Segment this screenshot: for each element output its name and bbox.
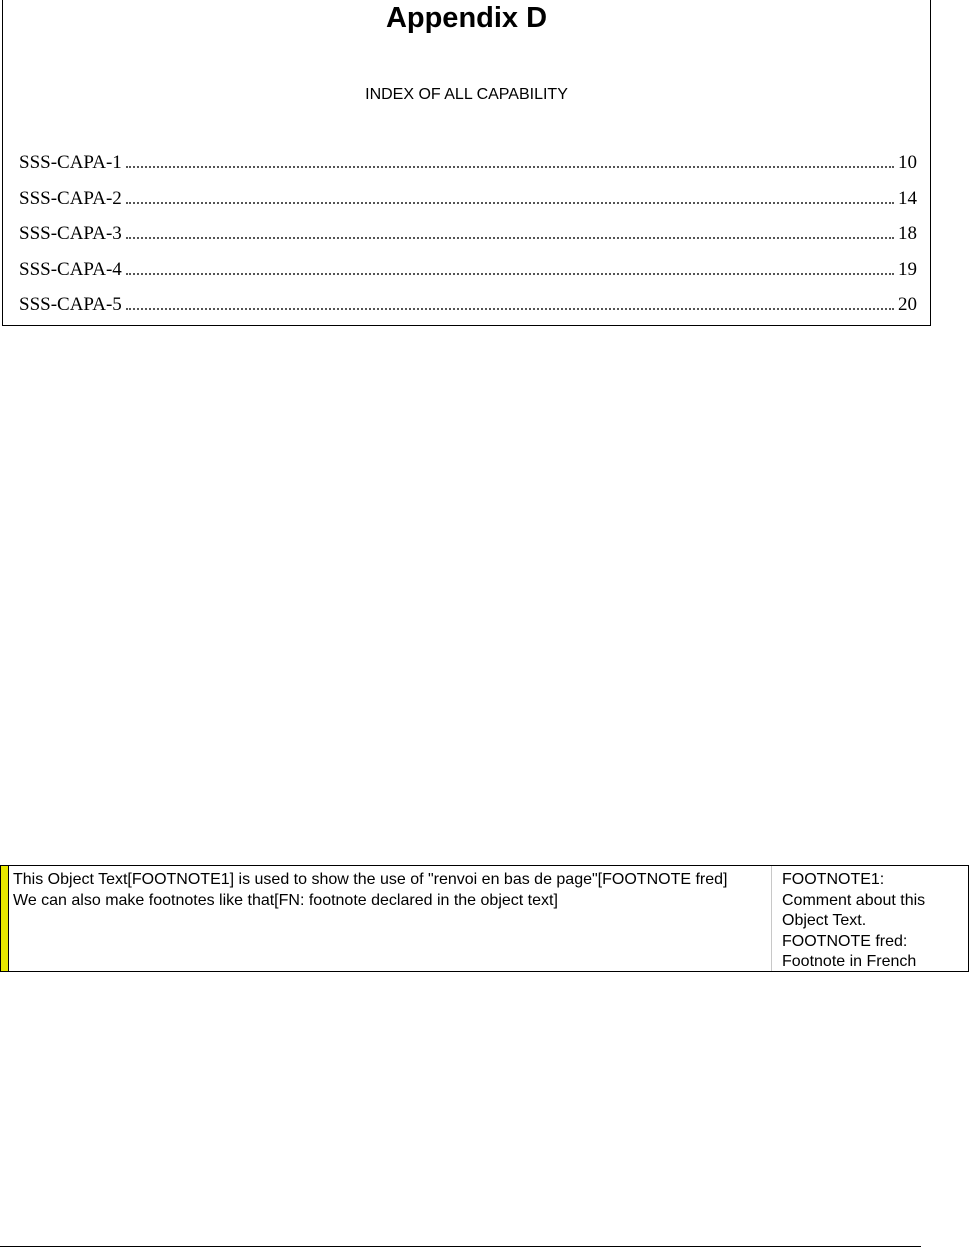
index-entry-page: 18: [898, 223, 917, 244]
index-heading: INDEX OF ALL CAPABILITY: [365, 86, 568, 103]
dot-leader: [126, 259, 894, 275]
index-entry[interactable]: [19, 188, 917, 224]
footnote-line: FOOTNOTE1:: [782, 871, 885, 888]
appendix-index-box: [2, 0, 931, 326]
dot-leader: [126, 294, 894, 310]
index-entry-label: SSS-CAPA-1: [19, 152, 122, 173]
footnote-line: Footnote in French: [782, 953, 917, 970]
footer-rule: [0, 1246, 921, 1247]
footnote-line: FOOTNOTE fred:: [782, 932, 908, 950]
footnote-cell: [772, 866, 968, 971]
index-entry-label: SSS-CAPA-5: [19, 294, 122, 315]
appendix-title: Appendix D: [385, 2, 548, 34]
footnote-line: Comment about this: [782, 891, 926, 909]
index-entry-page: 19: [898, 258, 917, 280]
object-text-line: We can also make footnotes like that[FN: footnote declared in the object text]: [13, 891, 558, 909]
index-entry[interactable]: [19, 259, 917, 295]
index-entry-page: 20: [898, 294, 917, 315]
index-entry[interactable]: [19, 223, 917, 259]
object-text-cell: [9, 866, 772, 971]
index-list: [19, 152, 917, 330]
dot-leader: [126, 152, 894, 168]
dot-leader: [126, 188, 894, 204]
index-entry-page: 14: [898, 187, 917, 209]
dot-leader: [126, 223, 894, 239]
footnote-line: Object Text.: [782, 912, 867, 929]
index-entry[interactable]: [19, 152, 917, 188]
change-bar: [1, 866, 9, 971]
index-entry-page: 10: [898, 152, 917, 173]
index-entry-label: SSS-CAPA-3: [19, 223, 122, 244]
index-entry-label: SSS-CAPA-4: [19, 258, 122, 280]
index-entry-label: SSS-CAPA-2: [19, 187, 122, 209]
index-entry[interactable]: [19, 294, 917, 330]
object-text-table: [0, 865, 969, 972]
object-text-line: This Object Text[FOOTNOTE1] is used to show the use of "renvoi en bas de page"[FOOTNOTE fred]: [13, 871, 728, 888]
